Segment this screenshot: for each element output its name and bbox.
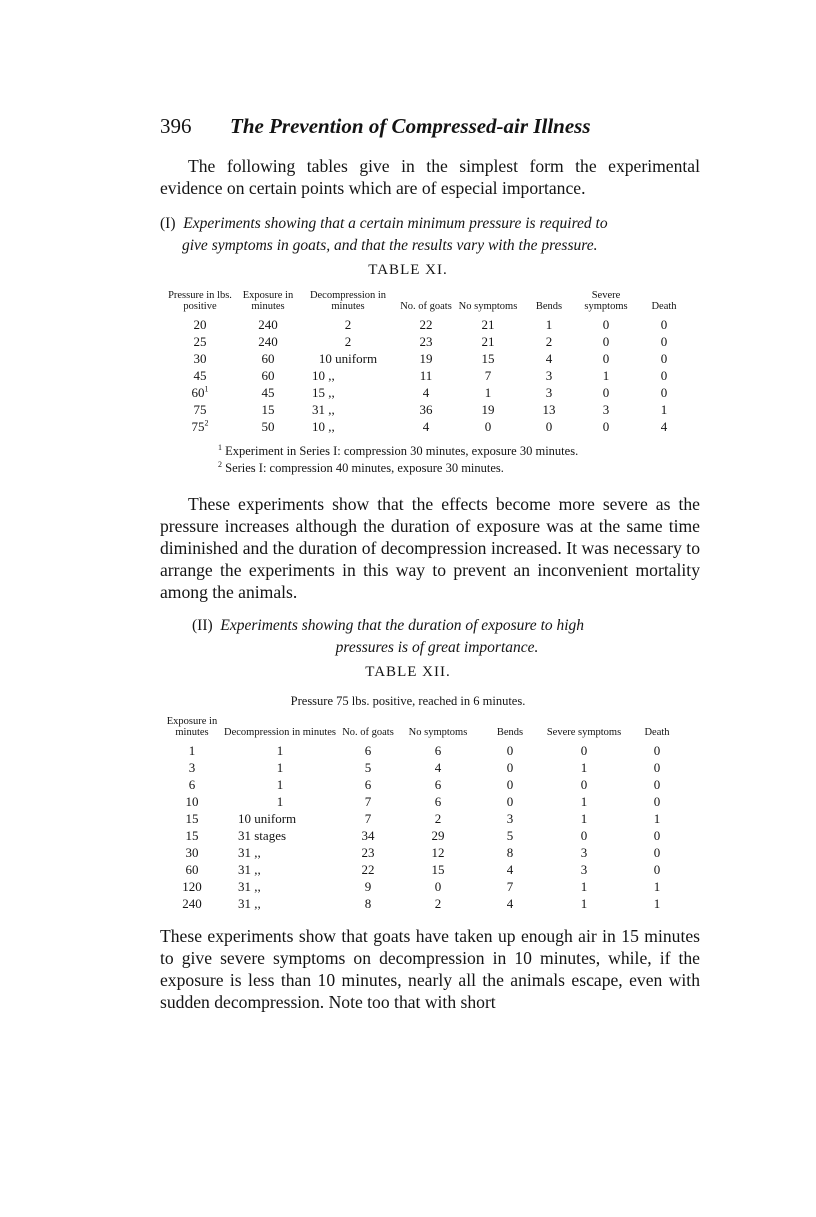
exposure-cell: 50	[261, 419, 275, 434]
severe-cell: 0	[580, 777, 588, 792]
table-11-header	[160, 290, 690, 316]
severe-cell: 3	[580, 862, 588, 877]
table-11	[160, 290, 690, 435]
running-header	[160, 114, 591, 139]
exposure-cell: 1	[188, 743, 196, 758]
section-2-caption-text-1: Experiments showing that the duration of exposure to high	[220, 617, 585, 634]
severe-cell: 1	[580, 760, 588, 775]
section-1-numeral: (I)	[160, 215, 176, 232]
bends-cell: 0	[506, 760, 514, 775]
goats-cell: 7	[364, 811, 372, 826]
goats-cell: 22	[361, 862, 375, 877]
death-cell: 0	[653, 760, 661, 775]
pressure-cell: 30	[193, 351, 207, 366]
table-12-subtitle: Pressure 75 lbs. positive, reached in 6 minutes.	[290, 694, 526, 708]
exposure-cell: 60	[261, 351, 275, 366]
goats-cell: 23	[361, 845, 375, 860]
section-2-caption-line-1	[192, 615, 672, 637]
table-row	[160, 384, 690, 401]
exposure-cell: 240	[258, 317, 278, 332]
severe-cell: 0	[580, 828, 588, 843]
decompression-cell: 1	[276, 777, 284, 792]
goats-cell: 4	[422, 385, 430, 400]
death-cell: 0	[653, 845, 661, 860]
section-1-caption-text-1: Experiments showing that a certain minimum pressure is required to	[183, 215, 608, 232]
no-symptoms-cell: 6	[434, 794, 442, 809]
table-row	[160, 367, 690, 384]
decompression-cell: 1	[276, 794, 284, 809]
decompression-cell: 31 ,,	[238, 845, 261, 860]
severe-cell: 1	[580, 879, 588, 894]
no-symptoms-cell: 6	[434, 743, 442, 758]
goats-cell: 4	[422, 419, 430, 434]
table-row	[160, 742, 690, 759]
section-2-caption-text-2: pressures is of great importance.	[335, 639, 539, 656]
exposure-cell: 60	[261, 368, 275, 383]
no-symptoms-cell: 19	[481, 402, 495, 417]
decompression-cell: 31 ,,	[238, 862, 261, 877]
no-symptoms-cell: 15	[431, 862, 445, 877]
paragraph-3: These experiments show that goats have taken up enough air in 15 minutes to give severe symptoms on decompression in 10 minutes, while, if the exposure is less than 10 minutes, nearly all the animals escape, even with sudden decompression. Note too that with short	[160, 926, 700, 1012]
table-12	[160, 716, 690, 912]
table-11-col-pressure: Pressure in lbs. positive	[168, 290, 232, 312]
severe-cell: 0	[602, 351, 610, 366]
decompression-cell: 10 ,,	[312, 368, 335, 383]
goats-cell: 5	[364, 760, 372, 775]
section-1-caption-line-1	[160, 213, 700, 235]
decompression-cell: 10 ,,	[312, 419, 335, 434]
bends-cell: 2	[545, 334, 553, 349]
death-cell: 1	[653, 896, 661, 911]
exposure-cell: 240	[258, 334, 278, 349]
bends-cell: 3	[545, 385, 553, 400]
pressure-cell: 75	[193, 402, 207, 417]
no-symptoms-cell: 29	[431, 828, 445, 843]
decompression-cell: 2	[344, 334, 352, 349]
bends-cell: 3	[545, 368, 553, 383]
bends-cell: 3	[506, 811, 514, 826]
exposure-cell: 45	[261, 385, 275, 400]
table-11-footnote-2: $^2$ Series I: compression 40 minutes, exposure 30 minutes.	[218, 459, 504, 475]
table-12-body	[160, 742, 690, 912]
severe-cell: 1	[602, 368, 610, 383]
exposure-cell: 10	[185, 794, 199, 809]
death-cell: 4	[660, 419, 668, 434]
bends-cell: 4	[545, 351, 553, 366]
pressure-cell: $60^1$	[191, 384, 209, 400]
death-cell: 0	[653, 794, 661, 809]
no-symptoms-cell: 4	[434, 760, 442, 775]
table-row	[160, 793, 690, 810]
exposure-cell: 15	[261, 402, 275, 417]
death-cell: 0	[653, 743, 661, 758]
section-2-numeral: (II)	[192, 617, 213, 634]
exposure-cell: 30	[185, 845, 199, 860]
table-11-col-severe: Severe symptoms	[584, 290, 628, 312]
death-cell: 0	[653, 777, 661, 792]
severe-cell: 0	[602, 317, 610, 332]
table-12-title: TABLE XII.	[365, 664, 451, 680]
decompression-cell: 10 uniform	[318, 351, 378, 366]
goats-cell: 22	[419, 317, 433, 332]
table-12-col-death: Death	[644, 727, 670, 738]
death-cell: 1	[653, 811, 661, 826]
exposure-cell: 3	[188, 760, 196, 775]
running-title: The Prevention of Compressed-air Illness	[230, 114, 591, 138]
severe-cell: 1	[580, 896, 588, 911]
no-symptoms-cell: 1	[484, 385, 492, 400]
goats-cell: 34	[361, 828, 375, 843]
table-row	[160, 316, 690, 333]
death-cell: 0	[653, 862, 661, 877]
goats-cell: 7	[364, 794, 372, 809]
goats-cell: 6	[364, 743, 372, 758]
no-symptoms-cell: 2	[434, 811, 442, 826]
decompression-cell: 1	[276, 760, 284, 775]
table-12-col-decompression: Decompression in minutes	[224, 727, 336, 738]
table-12-col-severe: Severe symptoms	[546, 727, 622, 738]
bends-cell: 7	[506, 879, 514, 894]
decompression-cell: 31 stages	[238, 828, 287, 843]
table-11-footnote-1: $^1$ Experiment in Series I: compression 30 minutes, exposure 30 minutes.	[218, 442, 579, 458]
table-11-col-death: Death	[651, 301, 677, 312]
exposure-cell: 15	[185, 811, 199, 826]
table-11-body	[160, 316, 690, 435]
death-cell: 0	[653, 828, 661, 843]
table-11-title: TABLE XI.	[368, 262, 448, 278]
goats-cell: 36	[419, 402, 433, 417]
death-cell: 0	[660, 334, 668, 349]
table-12-header	[160, 716, 690, 742]
table-row	[160, 861, 690, 878]
pressure-cell: 25	[193, 334, 207, 349]
severe-cell: 3	[602, 402, 610, 417]
section-1-caption-line-2	[160, 235, 700, 257]
table-12-col-no-symptoms: No symptoms	[408, 727, 468, 738]
page-number: 396	[160, 114, 192, 138]
no-symptoms-cell: 7	[484, 368, 492, 383]
table-12-col-exposure: Exposure in minutes	[166, 716, 218, 738]
table-11-col-goats: No. of goats	[400, 301, 452, 312]
bends-cell: 8	[506, 845, 514, 860]
decompression-cell: 1	[276, 743, 284, 758]
severe-cell: 0	[602, 419, 610, 434]
death-cell: 1	[653, 879, 661, 894]
bends-cell: 0	[506, 743, 514, 758]
section-2-caption-line-2	[192, 637, 672, 659]
bends-cell: 1	[545, 317, 553, 332]
table-11-col-no-symptoms: No symptoms	[458, 301, 518, 312]
severe-cell: 0	[602, 334, 610, 349]
death-cell: 0	[660, 317, 668, 332]
pressure-cell: 20	[193, 317, 207, 332]
table-11-col-bends: Bends	[535, 301, 563, 312]
decompression-cell: 10 uniform	[238, 811, 297, 826]
decompression-cell: 2	[344, 317, 352, 332]
decompression-cell: 31 ,,	[238, 896, 261, 911]
bends-cell: 0	[545, 419, 553, 434]
table-row	[160, 759, 690, 776]
bends-cell: 0	[506, 794, 514, 809]
pressure-cell: $75^2$	[191, 418, 209, 434]
bends-cell: 4	[506, 896, 514, 911]
exposure-cell: 6	[188, 777, 196, 792]
exposure-cell: 15	[185, 828, 199, 843]
pressure-cell: 45	[193, 368, 207, 383]
table-row	[160, 844, 690, 861]
table-12-col-bends: Bends	[496, 727, 524, 738]
bends-cell: 13	[542, 402, 556, 417]
death-cell: 1	[660, 402, 668, 417]
table-12-col-goats: No. of goats	[342, 727, 394, 738]
no-symptoms-cell: 12	[431, 845, 445, 860]
no-symptoms-cell: 21	[481, 334, 495, 349]
decompression-cell: 31 ,,	[312, 402, 335, 417]
death-cell: 0	[660, 368, 668, 383]
no-symptoms-cell: 21	[481, 317, 495, 332]
goats-cell: 23	[419, 334, 433, 349]
no-symptoms-cell: 15	[481, 351, 495, 366]
table-11-col-exposure: Exposure in minutes	[242, 290, 294, 312]
bends-cell: 0	[506, 777, 514, 792]
no-symptoms-cell: 0	[484, 419, 492, 434]
exposure-cell: 240	[182, 896, 202, 911]
severe-cell: 1	[580, 794, 588, 809]
table-row	[160, 810, 690, 827]
intro-paragraph: The following tables give in the simplest form the experimental evidence on certain points which are of especial importance.	[160, 156, 700, 198]
severe-cell: 0	[580, 743, 588, 758]
decompression-cell: 15 ,,	[312, 385, 335, 400]
death-cell: 0	[660, 385, 668, 400]
table-row	[160, 776, 690, 793]
section-1-caption-text-2: give symptoms in goats, and that the results vary with the pressure.	[182, 237, 598, 254]
table-row	[160, 350, 690, 367]
table-row	[160, 418, 690, 435]
exposure-cell: 60	[185, 862, 199, 877]
table-row	[160, 333, 690, 350]
goats-cell: 19	[419, 351, 433, 366]
bends-cell: 4	[506, 862, 514, 877]
goats-cell: 8	[364, 896, 372, 911]
goats-cell: 9	[364, 879, 372, 894]
table-11-col-decompression: Decompression in minutes	[309, 290, 387, 312]
severe-cell: 1	[580, 811, 588, 826]
exposure-cell: 120	[182, 879, 202, 894]
section-2-caption	[192, 615, 672, 659]
table-row	[160, 895, 690, 912]
goats-cell: 11	[419, 368, 433, 383]
table-row	[160, 827, 690, 844]
section-1-caption	[160, 213, 700, 257]
severe-cell: 0	[602, 385, 610, 400]
goats-cell: 6	[364, 777, 372, 792]
decompression-cell: 31 ,,	[238, 879, 261, 894]
no-symptoms-cell: 0	[434, 879, 442, 894]
no-symptoms-cell: 2	[434, 896, 442, 911]
paragraph-2: These experiments show that the effects become more severe as the pressure increases although the duration of exposure was at the same time diminished and the duration of decompression increased. It was necessary to arrange the experiments in this way to prevent an inconvenient mortality among the animals.	[160, 494, 700, 602]
death-cell: 0	[660, 351, 668, 366]
table-row	[160, 401, 690, 418]
no-symptoms-cell: 6	[434, 777, 442, 792]
severe-cell: 3	[580, 845, 588, 860]
table-row	[160, 878, 690, 895]
bends-cell: 5	[506, 828, 514, 843]
